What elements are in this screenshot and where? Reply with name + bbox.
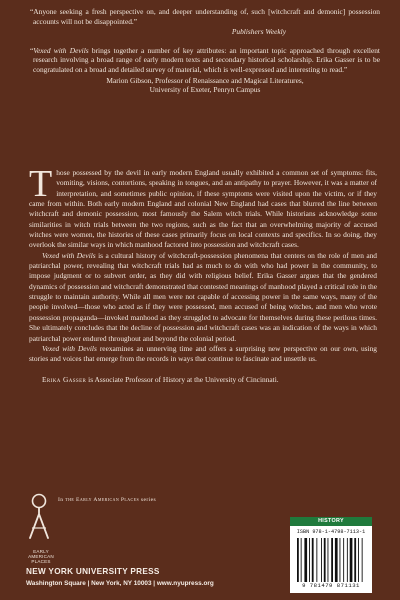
blurb-2-attribution-line-2: University of Exeter, Penryn Campus: [149, 85, 261, 95]
author-bio-text: is Associate Professor of History at the University of Cincinnati.: [86, 374, 279, 384]
blurbs: [30, 7, 380, 95]
series-suffix: series: [139, 497, 157, 503]
description-paragraph-1-text: hose possessed by the devil in early modern England usually exhibited a common set of symptoms: fits, vomiting, visions, contortions, speaking in tongues, and an antipathy to prayer. However, it was a matter of interpretation, and sometimes public opinion, if these symptoms were visited upon the victim, or if they came from within. Both early modern England and colonial New England had cases that blurred the line between witchcraft and demonic possession, most famously the Salem witch trials. While historians acknowledge some similarities in witch trials between the two regions, such as the fact that an overwhelming majority of accused witches were women, the histories of these cases primarily focus on local contexts and specifics. In so doing, they overlook the similar ways in which manhood factored into possession and witchcraft cases.: [29, 168, 377, 250]
author-name: Erika Gasser: [42, 374, 87, 384]
description-paragraph-3-title: Vexed with Devils: [42, 343, 97, 353]
logo-line-1: EARLY: [33, 549, 49, 554]
blurb-1: [30, 7, 380, 37]
publisher-name: NEW YORK UNIVERSITY PRESS: [26, 567, 160, 576]
series-prefix: In: [58, 497, 66, 503]
barcode-icon: [297, 538, 367, 582]
barcode-panel: [290, 517, 372, 593]
isbn-text: ISBN 978-1-4798-7113-1: [296, 529, 366, 535]
blurb-2-body: brings together a number of key attributes: an important topic approached through excellent research involving a broad range of early modern texts and secondary historical scholarship. Erika Gasser is to be congratulated on a broad and detailed survey of material, which is well-expressed and interesting to read.”: [33, 45, 380, 74]
blurb-1-text: “Anyone seeking a fresh perspective on, and deeper understanding of, such [witchcraft and demonic] possession accounts will not be disappointed.”: [30, 7, 380, 26]
blurb-1-attribution: Publishers Weekly: [231, 27, 286, 37]
description-paragraph-3: [29, 344, 377, 365]
publisher-address: Washington Square | New York, NY 10003 | www.nyupress.org: [26, 580, 214, 587]
blurb-2-book-title: Vexed with Devils: [33, 45, 89, 55]
blurb-2-text: [30, 46, 380, 75]
author-bio: [29, 375, 377, 385]
barcode-digits: 9 781479 871131: [302, 582, 360, 589]
blurb-2-attribution: [30, 76, 380, 95]
description-paragraph-1: [29, 163, 377, 251]
category-label: HISTORY: [290, 517, 372, 526]
description-paragraph-2-title: Vexed with Devils: [42, 250, 96, 260]
description-paragraph-3-text: reexamines an unnerving time and offers a surprising new perspective on our own, using stories and voices that emerge from the records in ways that continue to fascinate and unsettle us.: [29, 343, 377, 364]
series-name: the Early American Places: [65, 497, 140, 503]
drop-cap: T: [29, 163, 53, 205]
series-logo-text: [26, 549, 56, 565]
description: [29, 163, 377, 385]
blurb-2-open-quote: “: [30, 45, 34, 55]
description-paragraph-2-text: is a cultural history of witchcraft-possession phenomena that centers on the role of men and patriarchal power, revealing that witchcraft trials had as much to do with who had power in the community, to impose judgment or to subvert order, as they did with religious belief. Erika Gasser argues that the gendered dynamics of possession and witchcraft demonstrated that contested meanings of manhood played a critical role in the struggle to maintain authority. While all men were not capable of accessing power in the same ways, many of the people involved—those who acted as if they were possessed, men accused of being witches, and men who wrote possession propaganda—invoked manhood as they struggled to advocate for themselves during these perilous times. She ultimately concludes that the decline of possession and witchcraft cases was an indication of the ways in which patriarchal power endured throughout and beyond the colonial period.: [29, 250, 377, 343]
early-american-places-logo-icon: [26, 492, 52, 552]
logo-line-2: AMERICAN: [28, 554, 54, 560]
series-line: [58, 497, 156, 503]
description-paragraph-2: [29, 251, 377, 344]
logo-line-3: PLACES: [31, 559, 51, 565]
blurb-2: [30, 46, 380, 95]
blurb-2-attribution-line-1: Marion Gibson, Professor of Renaissance and Magical Literatures,: [106, 75, 304, 85]
